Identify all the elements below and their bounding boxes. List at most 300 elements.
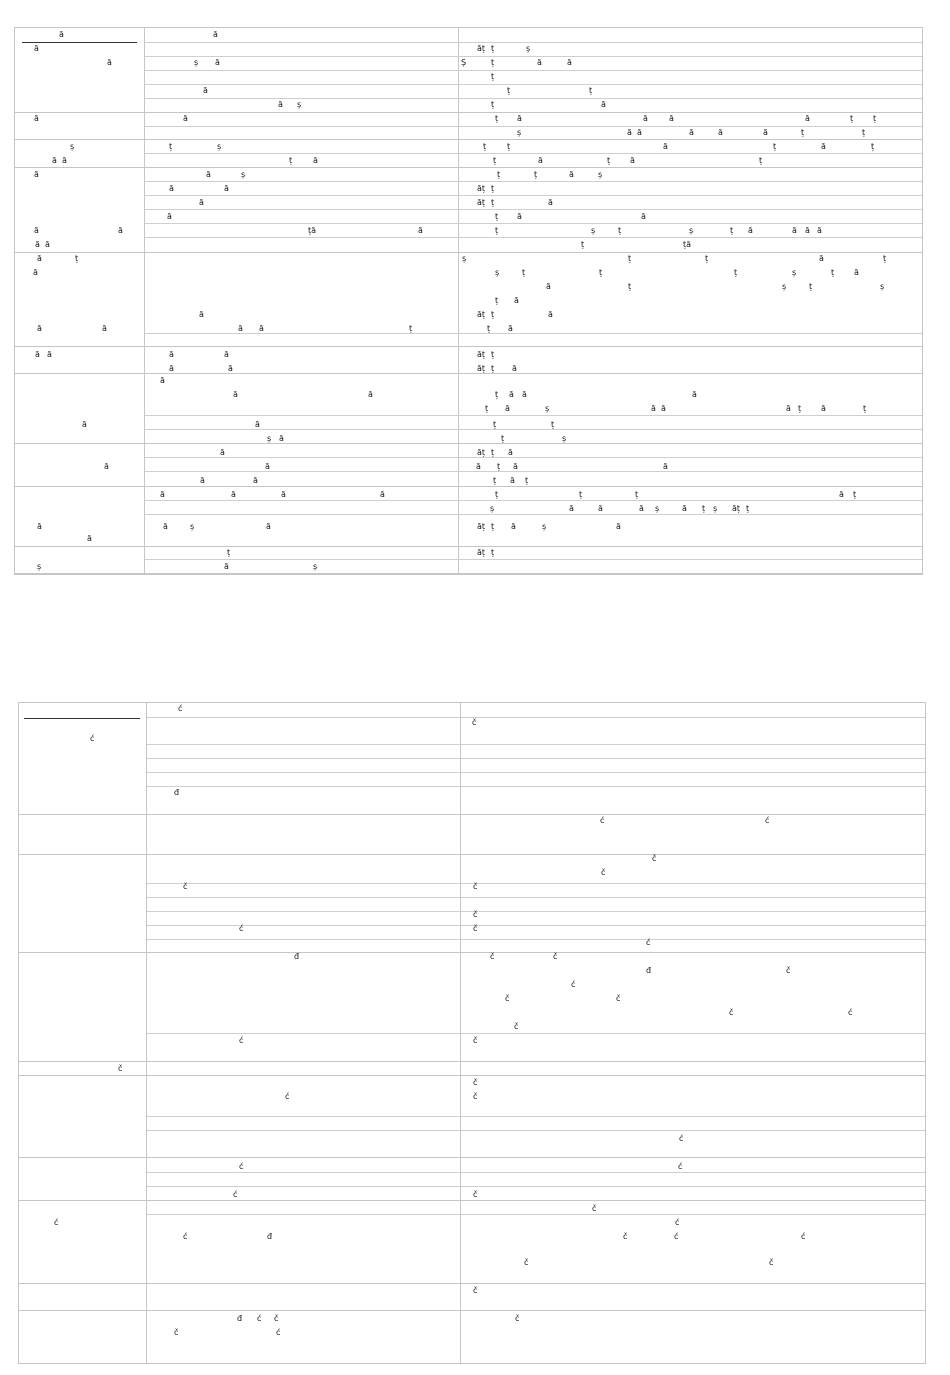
table-cell-glyph: ă (34, 170, 39, 179)
sub-row-divider (145, 429, 922, 430)
table-cell-glyph: č (174, 1328, 179, 1337)
table-cell-glyph: ă (505, 404, 510, 413)
table-cell-glyph: ț (495, 114, 499, 123)
sub-row-divider (147, 883, 925, 884)
table-cell-glyph: ț (491, 310, 495, 319)
table-cell-glyph: ć (183, 1232, 188, 1241)
table-cell-glyph: č (729, 1008, 734, 1017)
table-cell-glyph: đ (646, 966, 652, 975)
table-cell-glyph: ă (160, 376, 165, 385)
table-cell-glyph: č (514, 1022, 519, 1031)
row-divider (19, 1310, 925, 1311)
table-cell-glyph: ț (289, 156, 293, 165)
row-divider (15, 546, 922, 547)
table-cell-glyph: ć (848, 1008, 853, 1017)
table-cell-glyph: ț (581, 240, 585, 249)
table-cell-glyph: ă (569, 504, 574, 513)
table-cell-glyph: č (473, 910, 478, 919)
row-divider (15, 346, 922, 347)
table-cell-glyph: ș (313, 562, 318, 571)
table-cell-glyph: ș (545, 404, 550, 413)
table-cell-glyph: đ (294, 952, 300, 961)
row-divider (15, 573, 922, 574)
column-divider (144, 28, 145, 574)
table-cell-glyph: č (786, 966, 791, 975)
table-cell-glyph: ăț (477, 522, 486, 531)
table-cell-glyph: ă (52, 156, 57, 165)
table-cell-glyph: ă (616, 522, 621, 531)
table-cell-glyph: ă (238, 324, 243, 333)
table-cell-glyph: ț (497, 462, 501, 471)
table-cell-glyph: ț (497, 170, 501, 179)
table-cell-glyph: ș (267, 434, 272, 443)
table-cell-glyph: č (505, 994, 510, 1003)
sub-row-divider (145, 181, 922, 182)
sub-row-divider (147, 911, 925, 912)
table-cell-glyph: ă (35, 350, 40, 359)
table-cell-glyph: ț (863, 404, 867, 413)
row-divider (15, 443, 922, 444)
table-cell-glyph: ț (493, 156, 497, 165)
table-cell-glyph: ă (513, 462, 518, 471)
sub-row-divider (145, 457, 922, 458)
table-cell-glyph: ă (259, 324, 264, 333)
table-cell-glyph: ă (37, 324, 42, 333)
table-cell-glyph: ă (380, 490, 385, 499)
table-cell-glyph: ț (607, 156, 611, 165)
table-cell-glyph: ć (765, 816, 770, 825)
table-cell-glyph: ț (487, 324, 491, 333)
table-cell-glyph: ă (718, 128, 723, 137)
table-cell-glyph: ă (517, 212, 522, 221)
sub-row-divider (145, 42, 922, 43)
table-cell-glyph: ă (522, 390, 527, 399)
table-cell-glyph: ș (562, 434, 567, 443)
table-cell-glyph: ț (883, 254, 887, 263)
table-cell-glyph: ț (495, 212, 499, 221)
table-cell-glyph: ș (591, 226, 596, 235)
table-cell-glyph: ă (224, 184, 229, 193)
table-cell-glyph: ș (70, 142, 75, 151)
table-cell-glyph: ă (200, 476, 205, 485)
sub-row-divider (147, 717, 925, 718)
table-cell-glyph: ă (278, 100, 283, 109)
table-cell-glyph: ă (224, 562, 229, 571)
sub-row-divider (147, 1186, 925, 1187)
table-cell-glyph: ă (118, 226, 123, 235)
table-croatian-diacritics (18, 702, 926, 1364)
table-cell-glyph: ă (62, 156, 67, 165)
table-cell-glyph: ș (598, 170, 603, 179)
table-cell-glyph: ă (805, 226, 810, 235)
table-cell-glyph: ă (508, 324, 513, 333)
table-cell-glyph: ț (169, 142, 173, 151)
table-cell-glyph: ț (501, 434, 505, 443)
sub-row-divider (145, 237, 922, 238)
table-cell-glyph: ă (748, 226, 753, 235)
table-cell-glyph: ă (689, 128, 694, 137)
table-cell-glyph: ț (759, 156, 763, 165)
row-divider (15, 167, 922, 168)
table-cell-glyph: ț (579, 490, 583, 499)
table-cell-glyph: ć (178, 704, 183, 713)
table-cell-glyph: ț (75, 254, 79, 263)
table-cell-glyph: ț (618, 226, 622, 235)
table-cell-glyph: ă (569, 170, 574, 179)
table-cell-glyph: ă (199, 310, 204, 319)
table-cell-glyph: č (769, 1258, 774, 1267)
table-cell-glyph: ț (491, 548, 495, 557)
table-cell-glyph: ă (37, 254, 42, 263)
table-cell-glyph: ă (183, 114, 188, 123)
table-cell-glyph: ć (239, 1036, 244, 1045)
table-cell-glyph: ș (37, 562, 42, 571)
table-cell-glyph: ă (199, 198, 204, 207)
table-cell-glyph: ă (45, 240, 50, 249)
table-cell-glyph: ć (90, 734, 95, 743)
table-cell-glyph: č (592, 1204, 597, 1213)
table-cell-glyph: ă (639, 504, 644, 513)
table-cell-glyph: ț (491, 448, 495, 457)
table-cell-glyph: ă (368, 390, 373, 399)
table-cell-glyph: ă (47, 350, 52, 359)
table-cell-glyph: ć (239, 1162, 244, 1171)
row-divider (15, 252, 922, 253)
table-cell-glyph: č (473, 1092, 478, 1101)
table-cell-glyph: ă (87, 534, 92, 543)
table-cell-glyph: ț (493, 420, 497, 429)
table-cell-glyph: ț (491, 364, 495, 373)
table-cell-glyph: ă (682, 504, 687, 513)
table-cell-glyph: ă (37, 522, 42, 531)
sub-row-divider (145, 471, 922, 472)
table-cell-glyph: ș (689, 226, 694, 235)
table-cell-glyph: ă (763, 128, 768, 137)
table-cell-glyph: ț (746, 504, 750, 513)
table-cell-glyph: ț (730, 226, 734, 235)
sub-row-divider (147, 758, 925, 759)
table-cell-glyph: ț (483, 142, 487, 151)
table-cell-glyph: ș (792, 268, 797, 277)
table-cell-glyph: ț (809, 282, 813, 291)
table-cell-glyph: č (274, 1314, 279, 1323)
sub-row-divider (145, 70, 922, 71)
table-cell-glyph: ț (491, 72, 495, 81)
table-cell-glyph: č (473, 882, 478, 891)
table-cell-glyph: ă (107, 58, 112, 67)
table-cell-glyph: č (623, 1232, 628, 1241)
table-cell-glyph: ă (33, 268, 38, 277)
table-cell-glyph: ă (104, 462, 109, 471)
table-cell-glyph: č (183, 882, 188, 891)
header-underline (22, 42, 137, 43)
table-cell-glyph: ăț (477, 364, 486, 373)
table-cell-glyph: ș (782, 282, 787, 291)
table-cell-glyph: ș (495, 268, 500, 277)
table-cell-glyph: ș (490, 504, 495, 513)
table-cell-glyph: ț (495, 390, 499, 399)
table-cell-glyph: ă (651, 404, 656, 413)
table-cell-glyph: ă (215, 58, 220, 67)
sub-row-divider (145, 153, 922, 154)
table-cell-glyph: ć (257, 1314, 262, 1323)
table-cell-glyph: ă (548, 198, 553, 207)
table-cell-glyph: ă (548, 310, 553, 319)
row-divider (19, 854, 925, 855)
table-cell-glyph: ș (526, 44, 531, 53)
table-cell-glyph: ć (600, 816, 605, 825)
table-cell-glyph: ș (542, 522, 547, 531)
table-cell-glyph: ă (508, 448, 513, 457)
sub-row-divider (147, 897, 925, 898)
table-cell-glyph: ć (675, 1218, 680, 1227)
table-cell-glyph: ă (34, 226, 39, 235)
table-cell-glyph: č (652, 854, 657, 863)
table-cell-glyph: Ș (461, 58, 467, 67)
table-cell-glyph: ă (169, 184, 174, 193)
table-cell-glyph: ă (266, 522, 271, 531)
sub-row-divider (147, 1214, 925, 1215)
table-cell-glyph: ă (476, 462, 481, 471)
table-cell-glyph: ć (801, 1232, 806, 1241)
table-cell-glyph: ț (491, 184, 495, 193)
table-cell-glyph: ț (491, 198, 495, 207)
table-cell-glyph: ă (538, 156, 543, 165)
table-cell-glyph: ț (798, 404, 802, 413)
table-cell-glyph: ă (692, 390, 697, 399)
table-cell-glyph: ț (801, 128, 805, 137)
table-cell-glyph: ă (279, 434, 284, 443)
sub-row-divider (145, 195, 922, 196)
sub-row-divider (145, 559, 922, 560)
table-cell-glyph: ăț (477, 198, 486, 207)
table-cell-glyph: ă (517, 114, 522, 123)
table-cell-glyph: ă (253, 476, 258, 485)
table-cell-glyph: ț (873, 114, 877, 123)
sub-row-divider (147, 744, 925, 745)
table-cell-glyph: ć (239, 924, 244, 933)
table-cell-glyph: ț (853, 490, 857, 499)
table-cell-glyph: č (473, 1078, 478, 1087)
table-cell-glyph: ă (160, 490, 165, 499)
table-cell-glyph: ș (655, 504, 660, 513)
row-divider (19, 1200, 925, 1201)
table-cell-glyph: č (490, 952, 495, 961)
sub-row-divider (145, 333, 922, 334)
table-cell-glyph: ă (206, 170, 211, 179)
table-cell-glyph: ă (663, 462, 668, 471)
table-cell-glyph: ț (705, 254, 709, 263)
table-cell-glyph: č (473, 1286, 478, 1295)
sub-row-divider (145, 84, 922, 85)
table-cell-glyph: ă (627, 128, 632, 137)
table-cell-glyph: đ (174, 788, 180, 797)
table-cell-glyph: ț (495, 296, 499, 305)
row-divider (19, 1061, 925, 1062)
table-cell-glyph: ă (854, 268, 859, 277)
table-cell-glyph: ă (514, 296, 519, 305)
table-cell-glyph: ță (308, 226, 317, 235)
table-cell-glyph: ă (511, 522, 516, 531)
table-cell-glyph: ă (817, 226, 822, 235)
table-cell-glyph: ă (224, 350, 229, 359)
sub-row-divider (145, 98, 922, 99)
table-cell-glyph: ă (601, 100, 606, 109)
table-cell-glyph: ț (734, 268, 738, 277)
table-cell-glyph: ț (551, 420, 555, 429)
table-cell-glyph: ă (546, 282, 551, 291)
table-cell-glyph: č (553, 952, 558, 961)
row-divider (15, 112, 922, 113)
table-cell-glyph: ă (512, 364, 517, 373)
table-cell-glyph: ț (495, 226, 499, 235)
table-cell-glyph: ă (805, 114, 810, 123)
table-cell-glyph: ț (702, 504, 706, 513)
table-cell-glyph: ć (276, 1328, 281, 1337)
table-cell-glyph: ț (534, 170, 538, 179)
table-cell-glyph: ă (82, 420, 87, 429)
table-cell-glyph: ă (213, 30, 218, 39)
table-cell-glyph: ț (850, 114, 854, 123)
table-cell-glyph: ă (567, 58, 572, 67)
table-cell-glyph: ă (265, 462, 270, 471)
sub-row-divider (147, 939, 925, 940)
table-cell-glyph: ć (679, 1134, 684, 1143)
table-cell-glyph: ă (637, 128, 642, 137)
table-cell-glyph: ă (35, 240, 40, 249)
table-cell-glyph: ș (517, 128, 522, 137)
sub-row-divider (145, 126, 922, 127)
table-cell-glyph: ă (510, 476, 515, 485)
table-cell-glyph: ăț (477, 548, 486, 557)
table-cell-glyph: č (472, 718, 477, 727)
table-cell-glyph: č (473, 1036, 478, 1045)
sub-row-divider (147, 1172, 925, 1173)
table-cell-glyph: ă (509, 390, 514, 399)
table-cell-glyph: ă (839, 490, 844, 499)
table-cell-glyph: ă (792, 226, 797, 235)
table-cell-glyph: ă (630, 156, 635, 165)
table-cell-glyph: ă (669, 114, 674, 123)
table-cell-glyph: ă (231, 490, 236, 499)
table-cell-glyph: ț (409, 324, 413, 333)
table-cell-glyph: ć (646, 938, 651, 947)
table-cell-glyph: ă (169, 350, 174, 359)
table-cell-glyph: ăț (477, 350, 486, 359)
table-cell-glyph: ă (255, 420, 260, 429)
sub-row-divider (145, 56, 922, 57)
table-cell-glyph: ă (663, 142, 668, 151)
table-cell-glyph: ă (598, 504, 603, 513)
table-cell-glyph: ă (418, 226, 423, 235)
sub-row-divider (145, 500, 922, 501)
sub-row-divider (147, 772, 925, 773)
table-cell-glyph: ț (871, 142, 875, 151)
table-cell-glyph: ăț (477, 310, 486, 319)
table-cell-glyph: ć (674, 1232, 679, 1241)
column-divider (458, 28, 459, 574)
table-cell-glyph: ć (54, 1218, 59, 1227)
table-cell-glyph: ă (169, 364, 174, 373)
sub-row-divider (147, 1033, 925, 1034)
table-cell-glyph: ć (233, 1190, 238, 1199)
header-underline (24, 718, 140, 719)
table-cell-glyph: ć (678, 1162, 683, 1171)
table-cell-glyph: ț (831, 268, 835, 277)
row-divider (19, 814, 925, 815)
row-divider (15, 139, 922, 140)
table-cell-glyph: ț (522, 268, 526, 277)
table-cell-glyph: ț (628, 254, 632, 263)
table-cell-glyph: ș (194, 58, 199, 67)
table-cell-glyph: ț (485, 404, 489, 413)
table-cell-glyph: ț (635, 490, 639, 499)
table-cell-glyph: ă (821, 404, 826, 413)
table-cell-glyph: č (601, 868, 606, 877)
table-cell-glyph: ș (190, 522, 195, 531)
table-cell-glyph: ă (821, 142, 826, 151)
table-cell-glyph: ș (880, 282, 885, 291)
table-cell-glyph: ăț (477, 448, 486, 457)
table-cell-glyph: ț (773, 142, 777, 151)
table-cell-glyph: đ (267, 1232, 273, 1241)
table-cell-glyph: ă (228, 364, 233, 373)
table-cell-glyph: č (524, 1258, 529, 1267)
table-cell-glyph: ț (491, 522, 495, 531)
table-cell-glyph: č (473, 924, 478, 933)
table-cell-glyph: č (616, 994, 621, 1003)
table-cell-glyph: ă (167, 212, 172, 221)
table-cell-glyph: ț (507, 142, 511, 151)
table-cell-glyph: č (515, 1314, 520, 1323)
sub-row-divider (147, 786, 925, 787)
table-cell-glyph: ă (313, 156, 318, 165)
table-cell-glyph: ă (102, 324, 107, 333)
table-cell-glyph: ș (217, 142, 222, 151)
table-cell-glyph: ă (786, 404, 791, 413)
sub-row-divider (147, 925, 925, 926)
row-divider (19, 1157, 925, 1158)
table-cell-glyph: ć (571, 980, 576, 989)
table-cell-glyph: ăț (477, 44, 486, 53)
sub-row-divider (145, 514, 922, 515)
table-cell-glyph: ă (537, 58, 542, 67)
table-cell-glyph: ă (34, 44, 39, 53)
table-cell-glyph: ă (220, 448, 225, 457)
table-cell-glyph: ăț (477, 184, 486, 193)
table-cell-glyph: ț (862, 128, 866, 137)
table-cell-glyph: ț (491, 58, 495, 67)
table-cell-glyph: ț (599, 268, 603, 277)
table-cell-glyph: ă (661, 404, 666, 413)
table-cell-glyph: ă (281, 490, 286, 499)
table-cell-glyph: ș (713, 504, 718, 513)
table-cell-glyph: ț (493, 476, 497, 485)
table-cell-glyph: đ (237, 1314, 243, 1323)
table-cell-glyph: ț (495, 490, 499, 499)
table-cell-glyph: ă (59, 30, 64, 39)
sub-row-divider (145, 209, 922, 210)
sub-row-divider (147, 1130, 925, 1131)
table-cell-glyph: ă (233, 390, 238, 399)
table-cell-glyph: ș (297, 100, 302, 109)
table-cell-glyph: ăț (732, 504, 741, 513)
table-cell-glyph: ț (589, 86, 593, 95)
table-cell-glyph: ț (628, 282, 632, 291)
row-divider (19, 952, 925, 953)
table-cell-glyph: ț (491, 350, 495, 359)
table-cell-glyph: ă (643, 114, 648, 123)
